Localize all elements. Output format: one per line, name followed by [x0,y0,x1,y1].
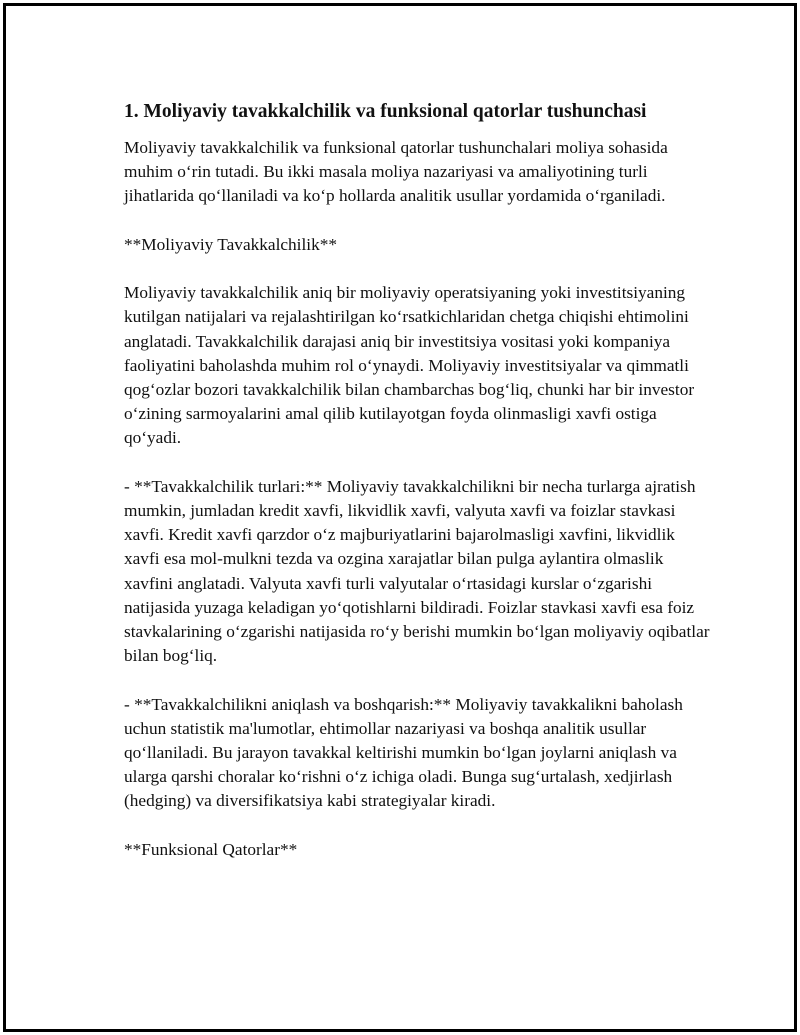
risk-management-paragraph: - **Tavakkalchilikni aniqlash va boshqarish:** Moliyaviy tavakkalikni baholash uchun statistik ma'lumotlar, ehtimollar nazariyasi va boshqa analitik usullar qo‘llaniladi. Bu jarayon tavakkal keltirishi mumkin bo‘lgan joylarni aniqlash va ularga qarshi choralar ko‘rishni o‘z ichiga oladi. Bunga sug‘urtalash, xedjirlash (hedging) va diversifikatsiya kabi strategiyalar kiradi. [124,694,683,811]
section-title: 1. Moliyaviy tavakkalchilik va funksional qatorlar tushunchasi [124,101,647,122]
risk-types-paragraph: - **Tavakkalchilik turlari:** Moliyaviy tavakkalchilikni bir necha turlarga ajratish mumkin, jumladan kredit xavfi, likvidlik xavfi, valyuta xavfi va foizlar stavkasi xavfi. Kredit xavfi qarzdor o‘z majburiyatlarini bajarolmasligi xavfini, likvidlik xavfi esa mol-mulkni tezda va ozgina xarajatlar bilan pulga aylantira olmaslik xavfini anglatadi. Valyuta xavfi turli valyutalar o‘rtasidagi kurslar o‘zgarishi natijasida yuzaga keladigan yo‘qotishlarni bildiradi. Foizlar stavkasi xavfi esa foiz stavkalarining o‘zgarishi natijasida ro‘y berishi mumkin bo‘lgan moliyaviy oqibatlar bilan bog‘liq. [124,476,710,666]
heading-moliyaviy-tavakkalchilik: **Moliyaviy Tavakkalchilik** [124,234,338,254]
heading-funksional-qatorlar: **Funksional Qatorlar** [124,839,298,859]
page-frame [3,3,797,1032]
risk-definition-paragraph: Moliyaviy tavakkalchilik aniq bir moliyaviy operatsiyaning yoki investitsiyaning kutilgan natijalari va rejalashtirilgan ko‘rsatkichlaridan chetga chiqishi ehtimolini anglatadi. Tavakkalchilik darajasi aniq bir investitsiya vositasi yoki kompaniya faoliyatini baholashda muhim rol o‘ynaydi. Moliyaviy investitsiyalar va qimmatli qog‘ozlar bozori tavakkalchilik bilan chambarchas bog‘liq, chunki har bir investor o‘zining sarmoyalarini amal qilib kutilayotgan foyda olinmasligi xavfi ostiga qo‘yadi. [124,283,695,448]
document-body [120,99,710,886]
intro-paragraph: Moliyaviy tavakkalchilik va funksional qatorlar tushunchalari moliya sohasida muhim o‘rin tutadi. Bu ikki masala moliya nazariyasi va amaliyotining turli jihatlarida qo‘llaniladi va ko‘p hollarda analitik usullar yordamida o‘rganiladi. [124,138,668,206]
